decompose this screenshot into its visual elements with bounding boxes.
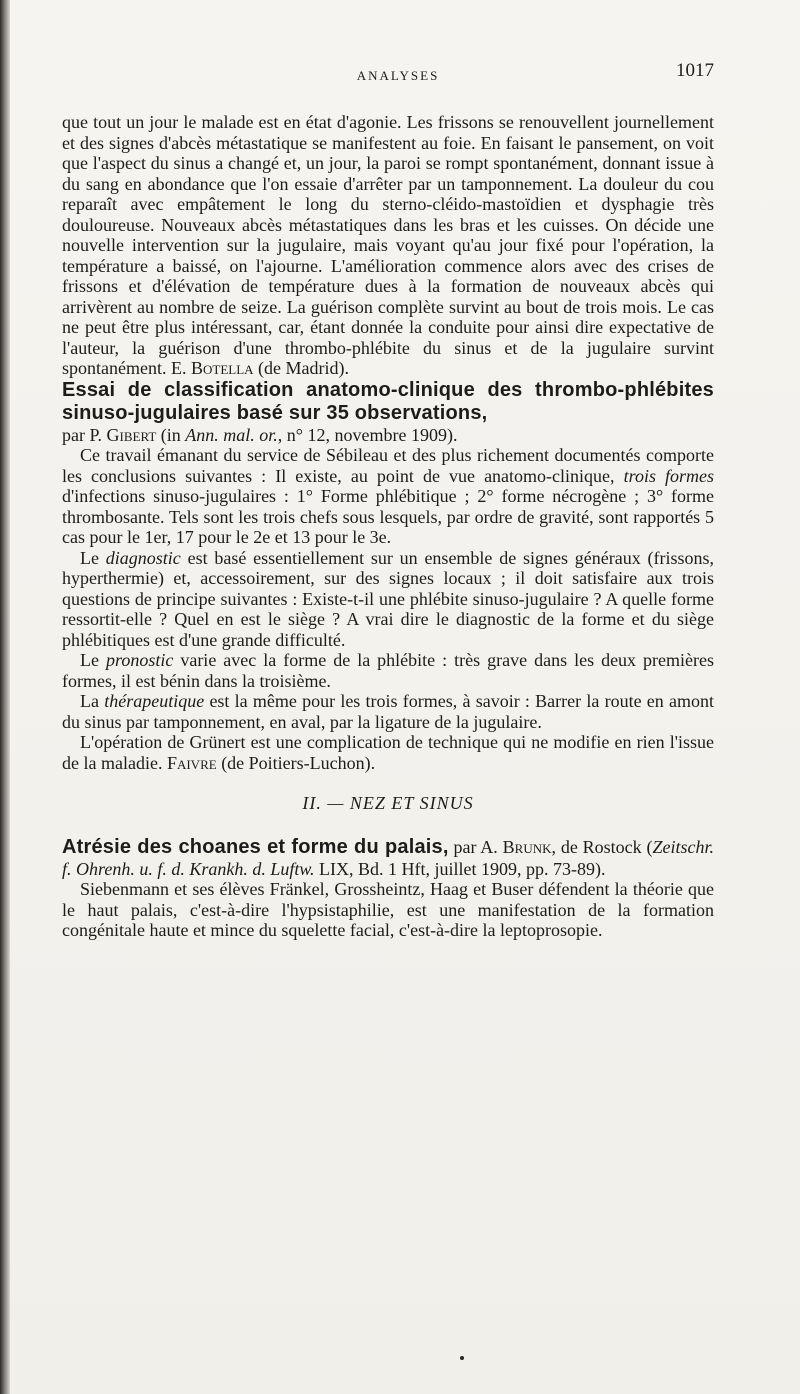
page-header	[82, 58, 714, 88]
article-paragraph	[62, 732, 714, 773]
article-title-line	[62, 836, 714, 880]
byline-journal: Zeitschr. f. Ohrenh. u. f. d. Krankh. d. Luftw.	[62, 836, 714, 879]
article-title: Atrésie des choanes et forme du palais,	[62, 835, 449, 858]
emphasis: trois formes	[623, 465, 715, 486]
article-byline	[62, 425, 714, 446]
paragraph-text: L'opération de Grünert est une complication de technique qui ne modifie en rien l'issue de la maladie.	[62, 732, 714, 773]
paragraph-text: Le	[80, 650, 99, 670]
article-paragraph	[62, 548, 714, 651]
running-head: ANALYSES	[356, 68, 440, 83]
article-title	[62, 379, 714, 425]
article-paragraph	[62, 879, 714, 941]
emphasis: diagnostic	[105, 547, 181, 568]
page-body	[62, 112, 714, 941]
article-paragraph	[62, 650, 714, 691]
author-signature: E. Botella	[170, 358, 254, 378]
paragraph-text: Ce travail émanant du service de Sébileau et des plus richement documentés comporte les conclusions suivantes : Il existe, au point de vue anatomo-clinique,	[62, 445, 714, 486]
page-binding-edge	[0, 0, 10, 1394]
paragraph-text: varie avec la forme de la phlébite : très grave dans les deux premières formes, il est bénin dans la troisième.	[62, 650, 715, 691]
article-paragraph	[62, 445, 714, 548]
byline-prefix: par P.	[62, 424, 102, 445]
continued-paragraph	[62, 112, 714, 379]
byline-place: , de Rostock (	[551, 836, 653, 857]
byline-journal: Ann. mal. or.	[185, 424, 278, 445]
page-number: 1017	[676, 60, 714, 81]
paragraph-text: est basé essentiellement sur un ensemble de signes généraux (frissons, hyperthermie) et, accessoirement, sur des signes locaux ; il doit satisfaire aux trois questions de principe suivantes : Existe-t-il une phlébite sinuso-jugulaire ? A quelle forme ressortit-elle ? Quel en est le siège ? A vrai dire le diagnostic de la forme et du siège phlébitiques est d'une grande difficulté.	[62, 547, 715, 650]
continued-paragraph-text: que tout un jour le malade est en état d'agonie. Les frissons se renouvellent journellement et des signes d'abcès métastatique se manifestent au foie. En faisant le pansement, on voit que l'aspect du sinus a changé et, un jour, la paroi se rompt spontanément, donnant issue à du sang en abondance que l'on essaie d'arrêter par un tamponnement. La douleur du cou reparaît avec empâtement le long du sterno-cléido-mastoïdien et dysphagie très douloureuse. Nouveaux abcès métastatiques dans les bras et les cuisses. On décide une nouvelle intervention sur la jugulaire, mais voyant qu'au jour fixé pour l'opération, la température a baissé, on l'ajourne. L'amélioration commence alors avec des crises de frissons et d'élévation de température dues à la formation de nouveaux abcès qui arrivèrent au nombre de seize. La guérison complète survint au bout de trois mois. Le cas ne peut être plus intéressant, car, étant donnée la conduite pour ainsi dire expectative de l'auteur, la guérison d'une thrombo-phlébite du sinus et de la jugulaire survint spontanément.	[62, 112, 714, 378]
article-paragraph	[62, 691, 714, 732]
byline-author: Gibert	[106, 424, 157, 445]
paragraph-text: d'infections sinuso-jugulaires : 1° Forme phlébitique ; 2° forme nécrogène ; 3° forme thrombosante. Tels sont les trois chefs sous lesquels, par ordre de gravité, sont rapportés 5 cas pour le 1er, 17 pour le 2e et 13 pour le 3e.	[62, 486, 714, 547]
byline-open: (in	[160, 424, 181, 445]
paragraph-text: Siebenmann et ses élèves Fränkel, Grossheintz, Haag et Buser défendent la théorie que le haut palais, c'est-à-dire l'hypsistaphilie, est une manifestation de la formation congénitale haute et mince du squelette facial, c'est-à-dire la leptoprosopie.	[62, 879, 714, 940]
byline-rest: , n° 12, novembre 1909).	[277, 424, 458, 445]
author-place: (de Madrid).	[258, 358, 349, 378]
paragraph-text: Le	[80, 547, 99, 568]
paragraph-text: est la même pour les trois formes, à savoir : Barrer la route en amont du sinus par tamponnement, en aval, par la ligature de la jugulaire.	[62, 691, 715, 732]
author-signature: Faivre	[166, 752, 217, 773]
emphasis: thérapeutique	[104, 691, 205, 711]
byline-prefix: par A.	[453, 836, 498, 857]
byline-author: Brunk	[502, 836, 552, 857]
section-heading: II. — NEZ ET SINUS	[302, 793, 474, 813]
author-place: (de Poitiers-Luchon).	[221, 752, 376, 773]
ink-speck	[460, 1356, 464, 1360]
emphasis: pronostic	[105, 650, 174, 670]
byline-rest: LIX, Bd. 1 Hft, juillet 1909, pp. 73-89).	[314, 858, 606, 879]
paragraph-text: La	[80, 691, 99, 711]
article-title-text: Essai de classification anatomo-clinique des thrombo-phlébites sinuso-jugulaires basé sur 35 observations,	[62, 378, 714, 424]
